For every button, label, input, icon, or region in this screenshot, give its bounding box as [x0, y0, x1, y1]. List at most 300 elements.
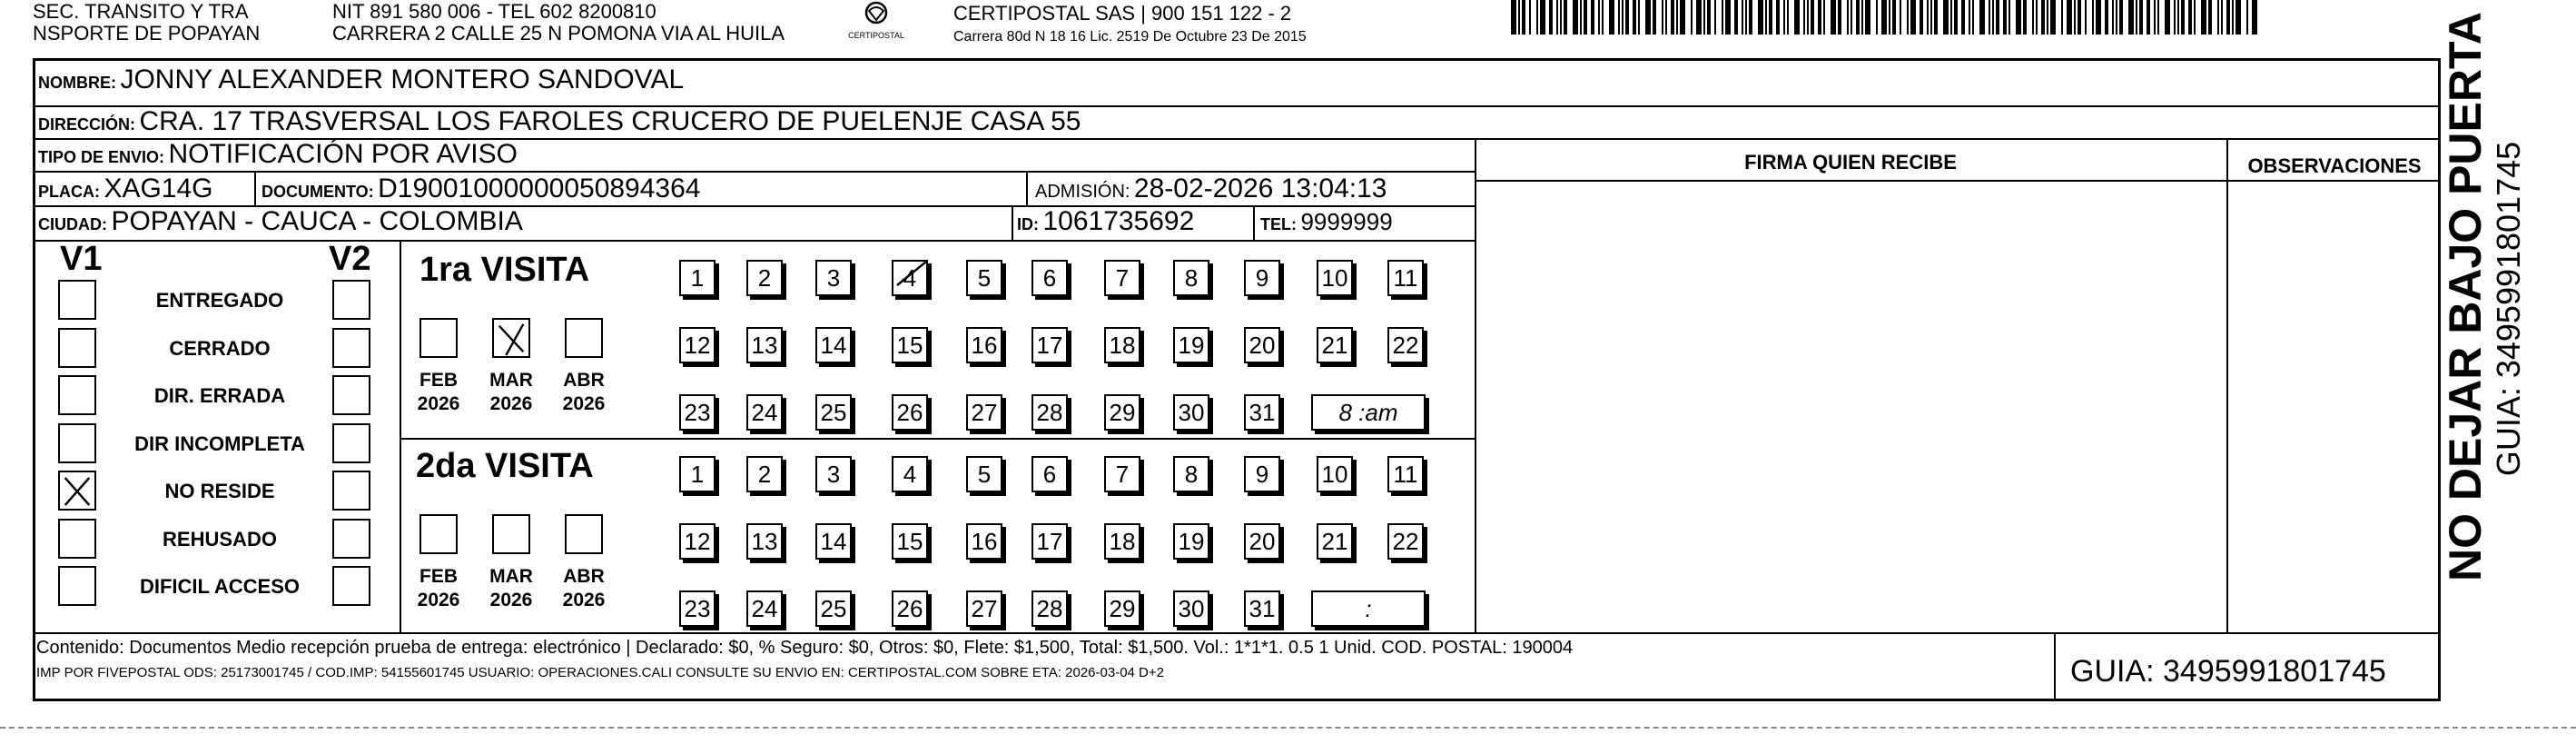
- barcode-bar: [2188, 0, 2192, 35]
- status-v1-checkbox[interactable]: [58, 519, 96, 559]
- barcode-bar: [1691, 0, 1693, 35]
- visit2-day-box[interactable]: [1031, 523, 1068, 560]
- status-label: ENTREGADO: [155, 289, 284, 312]
- barcode-bar: [2165, 0, 2170, 35]
- visit1-day-box[interactable]: [1104, 260, 1140, 296]
- visit2-month-checkbox[interactable]: [419, 514, 458, 554]
- barcode-bar: [2119, 0, 2123, 35]
- visit1-day-number: 22: [1392, 332, 1419, 359]
- barcode-bar: [1856, 0, 1860, 35]
- placa-value: XAG14G: [104, 174, 213, 203]
- barcode-bar: [1707, 0, 1711, 35]
- visit2-month-checkbox[interactable]: [565, 514, 603, 554]
- visit1-day-box[interactable]: [966, 327, 1002, 363]
- visit1-month-checkbox[interactable]: [419, 318, 458, 358]
- visit2-day-box[interactable]: [1244, 456, 1280, 492]
- barcode-bar: [1518, 0, 1520, 35]
- status-v2-checkbox[interactable]: [332, 566, 370, 606]
- barcode-bar: [1676, 0, 1678, 35]
- barcode-bar: [1609, 0, 1614, 35]
- visit2-day-number: 25: [820, 595, 847, 622]
- barcode-bar: [1638, 0, 1640, 35]
- id-cell: [1017, 203, 1194, 240]
- id-value: 1061735692: [1042, 206, 1195, 236]
- visit1-day-box[interactable]: [892, 327, 928, 363]
- barcode-bar: [1591, 0, 1594, 35]
- placa-cell: [38, 171, 213, 207]
- barcode-bar: [1861, 0, 1863, 35]
- barcode-bar: [1662, 0, 1663, 35]
- barcode-bar: [1892, 0, 1896, 35]
- visit2-day-box[interactable]: [815, 590, 852, 627]
- visit2-day-number: 9: [1255, 461, 1269, 488]
- visit1-day-box[interactable]: [1173, 394, 1209, 431]
- ciudad-cell: [38, 203, 523, 240]
- visit2-day-box[interactable]: [1387, 523, 1424, 560]
- barcode-bar: [1969, 0, 1970, 35]
- barcode-bar: [1881, 0, 1887, 35]
- visit2-day-number: 20: [1249, 528, 1276, 555]
- barcode-bar: [1851, 0, 1852, 35]
- barcode-bar: [2085, 0, 2087, 35]
- visit1-day-box[interactable]: [815, 327, 852, 363]
- visit1-day-number: 1: [690, 264, 705, 292]
- barcode-bar: [1818, 0, 1821, 35]
- barcode-bar: [1522, 0, 1525, 35]
- barcode-bar: [2217, 0, 2219, 35]
- barcode-bar: [1794, 0, 1800, 35]
- barcode-bar: [2041, 0, 2045, 35]
- barcode-bar: [1930, 0, 1932, 35]
- signature-area[interactable]: [1480, 184, 2221, 629]
- visit1-day-box[interactable]: [1031, 327, 1068, 363]
- barcode-bar: [2194, 0, 2196, 35]
- status-v2-checkbox[interactable]: [332, 328, 370, 368]
- barcode-bar: [1972, 0, 1974, 35]
- visit1-day-number: 19: [1178, 332, 1205, 359]
- barcode-bar: [1633, 0, 1636, 35]
- barcode-bar: [1900, 0, 1901, 35]
- status-label: NO RESIDE: [164, 480, 275, 502]
- status-v1-checkbox[interactable]: [58, 566, 96, 606]
- visit2-month-checkbox[interactable]: [492, 514, 530, 554]
- visit2-day-box[interactable]: [1104, 456, 1140, 492]
- visit1-day-box[interactable]: [679, 327, 716, 363]
- visit1-month-year: 2026: [417, 393, 460, 414]
- visit2-day-number: 2: [757, 461, 772, 488]
- ciudad-label: CIUDAD:: [38, 215, 107, 233]
- visit1-day-box[interactable]: [1317, 327, 1353, 363]
- visit2-day-box[interactable]: [679, 523, 716, 560]
- signature-header: FIRMA QUIEN RECIBE: [1744, 151, 1957, 174]
- visit1-month-label: MAR: [489, 370, 533, 391]
- barcode-bar: [2139, 0, 2143, 35]
- visit1-day-number: 29: [1109, 399, 1136, 426]
- barcode-bar: [1910, 0, 1916, 35]
- barcode-bar: [1920, 0, 1923, 35]
- barcode-bar: [2154, 0, 2156, 35]
- visit1-day-box[interactable]: [892, 394, 928, 431]
- admision-cell: [1035, 171, 1387, 207]
- visit2-day-box[interactable]: [1173, 590, 1209, 627]
- courier-line1: CERTIPOSTAL SAS | 900 151 122 - 2: [953, 2, 1292, 25]
- barcode-bar: [1696, 0, 1702, 35]
- visit1-day-number: 15: [896, 332, 923, 359]
- visit1-day-number: 5: [977, 264, 992, 292]
- visit1-day-box[interactable]: [966, 394, 1002, 431]
- barcode-bar: [2201, 0, 2206, 35]
- tipo-envio-value: NOTIFICACIÓN POR AVISO: [168, 139, 518, 169]
- direccion-value: CRA. 17 TRASVERSAL LOS FAROLES CRUCERO DE PUELENJE CASA 55: [139, 106, 1081, 136]
- barcode-bar: [1989, 0, 1990, 35]
- tel-value: 9999999: [1300, 208, 1393, 235]
- visit2-title: 2da VISITA: [416, 447, 594, 485]
- visit1-title: 1ra VISITA: [419, 251, 590, 289]
- visit2-day-number: 30: [1178, 595, 1205, 622]
- direccion-label: DIRECCIÓN:: [38, 115, 135, 134]
- visit2-time-box[interactable]: [1311, 590, 1426, 627]
- visit2-day-box[interactable]: [1104, 590, 1140, 627]
- visit2-day-number: 5: [977, 461, 992, 488]
- visit1-day-box[interactable]: [1244, 327, 1280, 363]
- barcode-bar: [1714, 0, 1716, 35]
- visit1-day-box[interactable]: [679, 260, 716, 296]
- v2-label: V2: [329, 240, 371, 278]
- barcode-bar: [1560, 0, 1562, 35]
- barcode-bar: [1653, 0, 1656, 35]
- visit2-day-box[interactable]: [1244, 523, 1280, 560]
- barcode-bar: [1950, 0, 1952, 35]
- direccion-row: [38, 104, 1081, 140]
- footer-imp-line: IMP POR FIVEPOSTAL ODS: 25173001745 / COD.IMP: 54155601745 USUARIO: OPERACIONES.CALI CONSULTE SU ENVIO EN: CERTIPOSTAL.COM SOBRE ETA: 2026-03-04 D+2: [36, 665, 1164, 680]
- visit2-day-number: 29: [1109, 595, 1136, 622]
- visit1-day-box[interactable]: [1387, 327, 1424, 363]
- status-v2-checkbox[interactable]: [332, 471, 370, 511]
- visit1-day-box[interactable]: [1244, 260, 1280, 296]
- status-v1-checkbox[interactable]: [58, 280, 96, 320]
- visit1-day-box[interactable]: [1104, 394, 1140, 431]
- barcode-bar: [1927, 0, 1929, 35]
- barcode-bar: [1625, 0, 1629, 35]
- visit2-day-box[interactable]: [746, 590, 783, 627]
- barcode-bar: [1889, 0, 1890, 35]
- visit1-day-number: 24: [751, 399, 778, 426]
- cut-line: [0, 727, 2576, 729]
- status-label: DIFICIL ACCESO: [139, 575, 300, 598]
- visit1-day-mark: [892, 258, 932, 298]
- barcode-bar: [1536, 0, 1538, 35]
- visit1-day-number: 27: [971, 399, 998, 426]
- barcode-bar: [1602, 0, 1604, 35]
- admision-value: 28-02-2026 13:04:13: [1133, 174, 1387, 203]
- visit1-day-number: 2: [757, 264, 772, 292]
- footer-content-line: Contenido: Documentos Medio recepción prueba de entrega: electrónico | Declarado: $0, % Seguro: $0, Otros: $0, Flete: $1,500, Total: $1,500. Vol.: 1*1*1. 0.5 1 Unid. COD. POSTAL: 190004: [36, 638, 1574, 658]
- visit2-day-number: 31: [1249, 595, 1276, 622]
- visit1-time-box[interactable]: [1311, 394, 1426, 431]
- visit2-day-number: 4: [903, 461, 917, 488]
- barcode-bar: [1665, 0, 1667, 35]
- barcode-bar: [1865, 0, 1870, 35]
- certipostal-logo: [835, 0, 917, 51]
- visit2-day-box[interactable]: [1031, 590, 1068, 627]
- barcode-bar: [2112, 0, 2114, 35]
- visit2-day-box[interactable]: [679, 590, 716, 627]
- visit2-time-value: :: [1365, 595, 1372, 622]
- barcode-bar: [1511, 0, 1516, 35]
- visit1-day-box[interactable]: [892, 260, 928, 296]
- barcode-bar: [1745, 0, 1747, 35]
- barcode-bar: [1758, 0, 1763, 35]
- barcode-bar: [2074, 0, 2076, 35]
- barcode-bar: [1725, 0, 1731, 35]
- id-label: ID:: [1017, 215, 1039, 233]
- barcode-bar: [2047, 0, 2048, 35]
- barcode-bar: [2032, 0, 2034, 35]
- admision-label: ADMISIÓN:: [1035, 182, 1130, 202]
- visit2-day-number: 26: [896, 595, 923, 622]
- documento-label: DOCUMENTO:: [262, 183, 374, 201]
- barcode-bar: [1807, 0, 1809, 35]
- documento-cell: [262, 171, 700, 207]
- barcode-bar: [1540, 0, 1545, 35]
- visit2-day-box[interactable]: [1387, 456, 1424, 492]
- tel-label: TEL:: [1260, 215, 1297, 233]
- visit1-day-number: 8: [1184, 264, 1199, 292]
- visit1-day-number: 23: [684, 399, 711, 426]
- visit1-month-year: 2026: [562, 393, 606, 414]
- visit1-day-box[interactable]: [1031, 394, 1068, 431]
- visit2-day-number: 3: [826, 461, 841, 488]
- documento-value: D19001000000050894364: [378, 174, 701, 203]
- visit1-day-box[interactable]: [815, 394, 852, 431]
- org-name-line1: SEC. TRANSITO Y TRA: [33, 0, 249, 23]
- visit1-day-box[interactable]: [1031, 260, 1068, 296]
- visit2-day-box[interactable]: [966, 523, 1002, 560]
- visit2-day-number: 13: [751, 528, 778, 555]
- visit2-month-year: 2026: [417, 590, 460, 610]
- nit-line2: CARRERA 2 CALLE 25 N POMONA VIA AL HUILA: [332, 22, 785, 45]
- visit1-day-box[interactable]: [679, 394, 716, 431]
- status-label: REHUSADO: [163, 527, 277, 551]
- barcode-bar: [1831, 0, 1836, 35]
- barcode-bar: [1961, 0, 1965, 35]
- barcode-bar: [1556, 0, 1558, 35]
- barcode-bar: [2105, 0, 2108, 35]
- visit2-month-label: MAR: [489, 566, 533, 587]
- barcode-bar: [2226, 0, 2230, 35]
- barcode-bar: [1811, 0, 1814, 35]
- barcode-bar: [1722, 0, 1723, 35]
- visit2-day-box[interactable]: [892, 590, 928, 627]
- visit2-day-box[interactable]: [815, 523, 852, 560]
- visit1-day-box[interactable]: [1244, 394, 1280, 431]
- visit2-day-box[interactable]: [892, 523, 928, 560]
- org-name-line2: NSPORTE DE POPAYAN: [33, 22, 261, 45]
- barcode-bar: [2050, 0, 2056, 35]
- barcode-bar: [1979, 0, 1985, 35]
- barcode-bar: [2147, 0, 2150, 35]
- barcode-bar: [1769, 0, 1772, 35]
- visit2-month-year: 2026: [489, 590, 533, 610]
- visit2-day-box[interactable]: [1317, 456, 1353, 492]
- barcode-bar: [2177, 0, 2179, 35]
- barcode-bar: [1564, 0, 1567, 35]
- barcode-bar: [1622, 0, 1624, 35]
- visit1-day-box[interactable]: [1173, 260, 1209, 296]
- footer-guia: GUIA: 3495991801745: [2070, 654, 2386, 689]
- barcode-bar: [1876, 0, 1878, 35]
- barcode-bar: [2067, 0, 2072, 35]
- status-label: DIR. ERRADA: [153, 384, 286, 407]
- visit2-day-number: 14: [820, 528, 847, 555]
- barcode-bar: [1783, 0, 1785, 35]
- barcode-bar: [1996, 0, 1999, 35]
- visit2-day-number: 28: [1036, 595, 1063, 622]
- barcode-bar: [2128, 0, 2134, 35]
- visit1-day-number: 10: [1321, 264, 1348, 292]
- side-guia: GUIA: 3495991801745: [2490, 141, 2527, 477]
- visit1-day-number: 9: [1255, 264, 1269, 292]
- visit2-day-box[interactable]: [1244, 590, 1280, 627]
- barcode-bar: [2232, 0, 2234, 35]
- visit2-day-number: 10: [1321, 461, 1348, 488]
- visit2-day-number: 21: [1321, 528, 1348, 555]
- barcode-bar: [2157, 0, 2159, 35]
- barcode-bar: [2221, 0, 2223, 35]
- barcode-bar: [2036, 0, 2038, 35]
- v1-label: V1: [60, 240, 103, 278]
- barcode-bar: [1943, 0, 1949, 35]
- barcode-bar: [2092, 0, 2094, 35]
- visit1-day-number: 7: [1115, 264, 1130, 292]
- barcode-bar: [2116, 0, 2117, 35]
- barcode-bar: [2136, 0, 2137, 35]
- visit2-day-box[interactable]: [1173, 456, 1209, 492]
- visit2-day-box[interactable]: [746, 523, 783, 560]
- visit1-day-number: 13: [751, 332, 778, 359]
- visit2-day-number: 12: [684, 528, 711, 555]
- visit2-day-number: 11: [1393, 461, 1418, 488]
- visit1-day-box[interactable]: [746, 394, 783, 431]
- visit2-day-box[interactable]: [1104, 523, 1140, 560]
- visit1-day-number: 26: [896, 399, 923, 426]
- visit1-day-number: 6: [1042, 264, 1057, 292]
- visit2-day-number: 19: [1178, 528, 1205, 555]
- observations-area[interactable]: [2232, 184, 2435, 629]
- status-label: DIR INCOMPLETA: [134, 432, 305, 455]
- barcode-bar: [1847, 0, 1849, 35]
- visit2-day-box[interactable]: [746, 456, 783, 492]
- visit1-day-box[interactable]: [815, 260, 852, 296]
- status-v2-checkbox[interactable]: [332, 280, 370, 320]
- visit1-day-number: 25: [820, 399, 847, 426]
- nombre-row: [38, 62, 684, 98]
- barcode-bar: [2016, 0, 2021, 35]
- barcode-bar: [1680, 0, 1685, 35]
- visit2-day-box[interactable]: [815, 456, 852, 492]
- nit-line1: NIT 891 580 006 - TEL 602 8200810: [332, 0, 656, 23]
- visit1-month-label: FEB: [419, 370, 458, 391]
- visit1-day-box[interactable]: [1387, 260, 1424, 296]
- status-v2-checkbox[interactable]: [332, 423, 370, 463]
- barcode: [1511, 0, 2265, 35]
- visit1-day-box[interactable]: [746, 327, 783, 363]
- barcode-bar: [2003, 0, 2007, 35]
- visit2-day-number: 16: [971, 528, 998, 555]
- visit2-day-number: 17: [1036, 528, 1063, 555]
- visit1-day-number: 12: [684, 332, 711, 359]
- barcode-bar: [1598, 0, 1600, 35]
- visit1-day-number: 20: [1249, 332, 1276, 359]
- visit2-day-number: 23: [684, 595, 711, 622]
- visit1-day-box[interactable]: [746, 260, 783, 296]
- barcode-bar: [1838, 0, 1841, 35]
- nombre-value: JONNY ALEXANDER MONTERO SANDOVAL: [120, 64, 685, 94]
- visit2-month-year: 2026: [562, 590, 606, 610]
- visit1-day-box[interactable]: [1173, 327, 1209, 363]
- tel-cell: [1260, 203, 1393, 240]
- barcode-bar: [2208, 0, 2212, 35]
- barcode-bar: [2174, 0, 2176, 35]
- visit2-day-box[interactable]: [1173, 523, 1209, 560]
- barcode-bar: [1584, 0, 1587, 35]
- visit2-day-number: 8: [1184, 461, 1199, 488]
- visit1-day-box[interactable]: [1317, 260, 1353, 296]
- barcode-bar: [1776, 0, 1780, 35]
- status-v1-checkbox[interactable]: [58, 423, 96, 463]
- visit2-day-box[interactable]: [1031, 456, 1068, 492]
- barcode-bar: [2252, 0, 2257, 35]
- barcode-bar: [1907, 0, 1909, 35]
- visit2-day-box[interactable]: [679, 456, 716, 492]
- barcode-bar: [1580, 0, 1582, 35]
- visit1-day-number: 28: [1036, 399, 1063, 426]
- visit2-day-box[interactable]: [892, 456, 928, 492]
- status-v1-checkbox[interactable]: [58, 375, 96, 415]
- visit1-day-number: 14: [820, 332, 847, 359]
- visit1-day-box[interactable]: [1104, 327, 1140, 363]
- visit2-day-box[interactable]: [1317, 523, 1353, 560]
- courier-line2: Carrera 80d N 18 16 Lic. 2519 De Octubre 23 De 2015: [953, 29, 1307, 45]
- barcode-bar: [2078, 0, 2081, 35]
- visit2-day-number: 15: [896, 528, 923, 555]
- barcode-bar: [1549, 0, 1553, 35]
- visit2-month-label: ABR: [563, 566, 605, 587]
- visit1-day-number: 11: [1393, 264, 1418, 292]
- visit2-day-number: 22: [1392, 528, 1419, 555]
- visit1-month-checkbox[interactable]: [492, 318, 530, 358]
- visit2-day-number: 7: [1115, 461, 1130, 488]
- visit1-day-number: 21: [1321, 332, 1348, 359]
- visit1-day-number: 30: [1178, 399, 1205, 426]
- status-v2-checkbox[interactable]: [332, 519, 370, 559]
- barcode-bar: [1742, 0, 1743, 35]
- status-v1-checkbox[interactable]: [58, 328, 96, 368]
- visit1-month-checkbox[interactable]: [565, 318, 603, 358]
- visit2-day-box[interactable]: [966, 456, 1002, 492]
- barcode-bar: [1573, 0, 1578, 35]
- visit2-day-box[interactable]: [966, 590, 1002, 627]
- visit1-day-box[interactable]: [966, 260, 1002, 296]
- status-v1-checkbox[interactable]: [58, 471, 96, 511]
- visit2-day-number: 18: [1109, 528, 1136, 555]
- nombre-label: NOMBRE:: [38, 74, 116, 92]
- visit2-day-number: 1: [690, 461, 705, 488]
- no-dejar-bajo-puerta: NO DEJAR BAJO PUERTA: [2440, 12, 2491, 581]
- status-v2-checkbox[interactable]: [332, 375, 370, 415]
- svg-text:CERTIPOSTAL: CERTIPOSTAL: [848, 31, 904, 40]
- barcode-bar: [1803, 0, 1805, 35]
